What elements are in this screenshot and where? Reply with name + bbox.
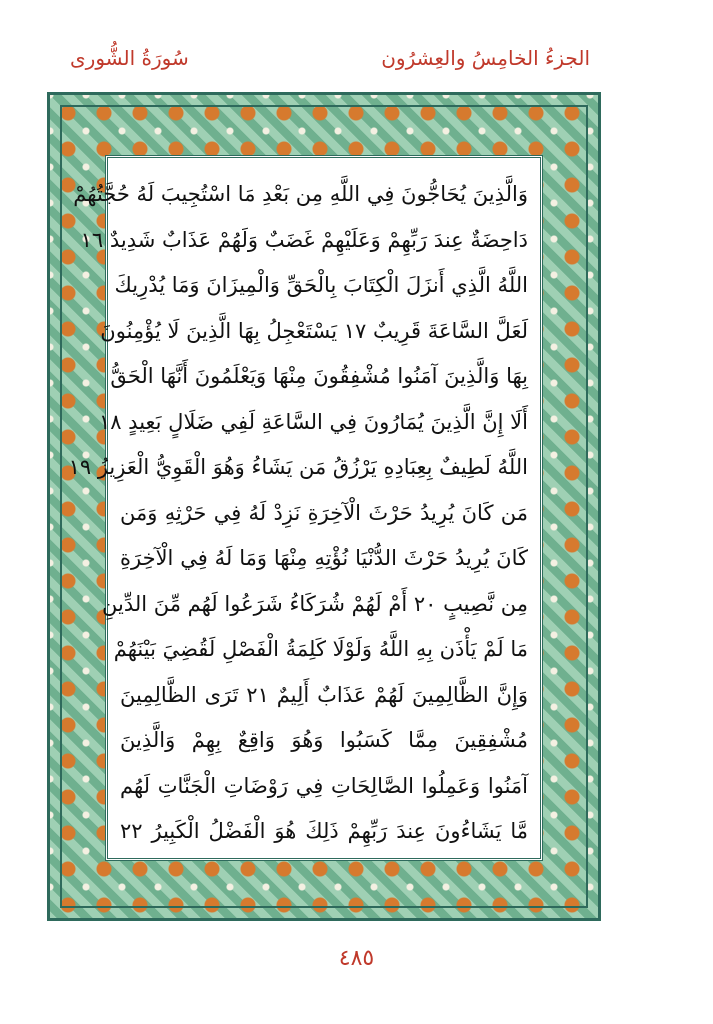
page-header bbox=[70, 46, 590, 86]
juz-title: الجزءُ الخامِسُ والعِشرُون bbox=[381, 46, 590, 70]
text-line-12: وَإِنَّ الظَّالِمِينَ لَهُمْ عَذَابٌ أَلِيمٌ ٢١ تَرَى الظَّالِمِينَ bbox=[120, 682, 528, 707]
surah-title: سُورَةُ الشُّورى bbox=[70, 46, 189, 70]
text-line-3: اللَّهُ الَّذِي أَنزَلَ الْكِتَابَ بِالْحَقِّ وَالْمِيزَانَ وَمَا يُدْرِيكَ bbox=[114, 273, 528, 297]
text-line-6: أَلَا إِنَّ الَّذِينَ يُمَارُونَ فِي السَّاعَةِ لَفِي ضَلَالٍ بَعِيدٍ ١٨ bbox=[98, 409, 528, 434]
text-line-4: لَعَلَّ السَّاعَةَ قَرِيبٌ ١٧ يَسْتَعْجِلُ بِهَا الَّذِينَ لَا يُؤْمِنُونَ bbox=[100, 318, 528, 343]
text-line-7: اللَّهُ لَطِيفٌ بِعِبَادِهِ يَرْزُقُ مَن يَشَاءُ وَهُوَ الْقَوِيُّ الْعَزِيزُ ١٩ bbox=[68, 455, 528, 479]
text-line-13: مُشْفِقِينَ مِمَّا كَسَبُوا وَهُوَ وَاقِعٌ بِهِمْ وَالَّذِينَ bbox=[120, 728, 528, 752]
text-line-11: مَا لَمْ يَأْذَن بِهِ اللَّهُ وَلَوْلَا كَلِمَةُ الْفَصْلِ لَقُضِيَ بَيْنَهُمْ bbox=[113, 637, 528, 661]
text-line-14: آمَنُوا وَعَمِلُوا الصَّالِحَاتِ فِي رَوْضَاتِ الْجَنَّاتِ لَهُم bbox=[120, 773, 528, 798]
text-line-10: مِن نَّصِيبٍ ٢٠ أَمْ لَهُمْ شُرَكَاءُ شَرَعُوا لَهُم مِّنَ الدِّينِ bbox=[101, 591, 528, 616]
text-line-1: وَالَّذِينَ يُحَاجُّونَ فِي اللَّهِ مِن بَعْدِ مَا اسْتُجِيبَ لَهُ حُجَّتُهُمْ bbox=[73, 182, 528, 206]
ornamental-border bbox=[47, 92, 601, 921]
text-panel bbox=[68, 155, 543, 861]
text-line-8: مَن كَانَ يُرِيدُ حَرْثَ الْآخِرَةِ نَزِدْ لَهُ فِي حَرْثِهِ وَمَن bbox=[120, 500, 528, 525]
text-line-2: دَاحِضَةٌ عِندَ رَبِّهِمْ وَعَلَيْهِمْ غَضَبٌ وَلَهُمْ عَذَابٌ شَدِيدٌ ١٦ bbox=[80, 227, 528, 252]
text-line-15: مَّا يَشَاءُونَ عِندَ رَبِّهِمْ ذَلِكَ هُوَ الْفَضْلُ الْكَبِيرُ ٢٢ bbox=[120, 819, 528, 843]
text-line-5: بِهَا وَالَّذِينَ آمَنُوا مُشْفِقُونَ مِنْهَا وَيَعْلَمُونَ أَنَّهَا الْحَقُّ bbox=[110, 364, 528, 388]
text-line-9: كَانَ يُرِيدُ حَرْثَ الدُّنْيَا نُؤْتِهِ مِنْهَا وَمَا لَهُ فِي الْآخِرَةِ bbox=[120, 546, 528, 570]
page-number: ٤٨٥ bbox=[338, 946, 375, 971]
